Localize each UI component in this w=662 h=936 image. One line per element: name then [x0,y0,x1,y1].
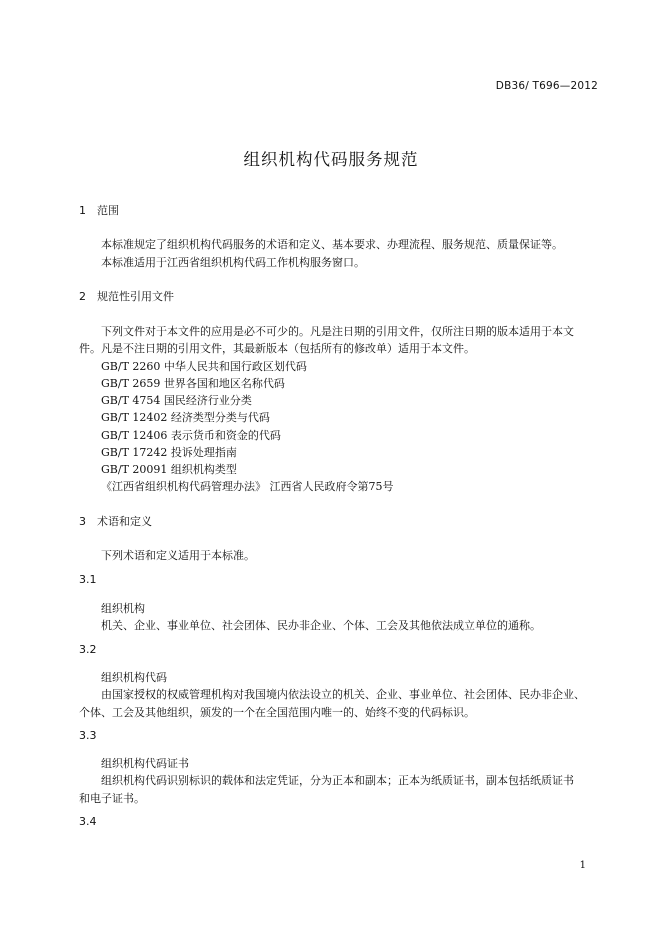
reference-item: GB/T 17242 投诉处理指南 [101,446,237,459]
reference-item: GB/T 2659 世界各国和地区名称代码 [101,377,285,390]
section-title: 术语和定义 [97,515,152,528]
definition-line: 由国家授权的权威管理机构对我国境内依法设立的机关、企业、事业单位、社会团体、民办非企业、 [101,688,585,701]
definition-line: 个体、工会及其他组织，颁发的一个在全国范围内唯一的、始终不变的代码标识。 [79,706,475,719]
page-title: 组织机构代码服务规范 [243,150,419,169]
subsection-number: 3.1 [79,573,97,586]
section-number: 3 [79,515,86,528]
section-title: 规范性引用文件 [97,290,174,303]
reference-item: 《江西省组织机构代码管理办法》 江西省人民政府令第75号 [101,480,394,493]
paragraph-line: 本标准规定了组织机构代码服务的术语和定义、基本要求、办理流程、服务规范、质量保证等。 [101,238,563,251]
paragraph-line: 本标准适用于江西省组织机构代码工作机构服务窗口。 [101,256,365,269]
section-1-heading [79,202,119,218]
section-3-heading [79,513,152,529]
term-name: 组织机构代码证书 [101,757,189,770]
reference-item: GB/T 20091 组织机构类型 [101,463,237,476]
paragraph-line: 件。凡是不注日期的引用文件，其最新版本（包括所有的修改单）适用于本文件。 [79,342,475,355]
subsection-number: 3.4 [79,815,97,828]
term-name: 组织机构代码 [101,671,167,684]
paragraph-line: 下列文件对于本文件的应用是必不可少的。凡是注日期的引用文件，仅所注日期的版本适用于本文 [101,325,574,338]
section-number: 1 [79,204,86,217]
subsection-number: 3.2 [79,643,97,656]
section-number: 2 [79,290,86,303]
reference-item: GB/T 2260 中华人民共和国行政区划代码 [101,360,307,373]
definition-line: 和电子证书。 [79,792,145,805]
definition-line: 组织机构代码识别标识的载体和法定凭证，分为正本和副本；正本为纸质证书，副本包括纸质证书 [101,774,574,787]
term-name: 组织机构 [101,602,145,615]
subsection-number: 3.3 [79,729,97,742]
reference-item: GB/T 4754 国民经济行业分类 [101,394,252,407]
standard-code: DB36/ T696—2012 [495,80,598,92]
section-title: 范围 [97,204,119,217]
definition-line: 机关、企业、事业单位、社会团体、民办非企业、个体、工会及其他依法成立单位的通称。 [101,619,541,632]
page-number: 1 [579,860,586,871]
reference-item: GB/T 12406 表示货币和资金的代码 [101,429,281,442]
section-2-heading [79,288,174,304]
paragraph-line: 下列术语和定义适用于本标准。 [101,549,255,562]
reference-item: GB/T 12402 经济类型分类与代码 [101,411,270,424]
